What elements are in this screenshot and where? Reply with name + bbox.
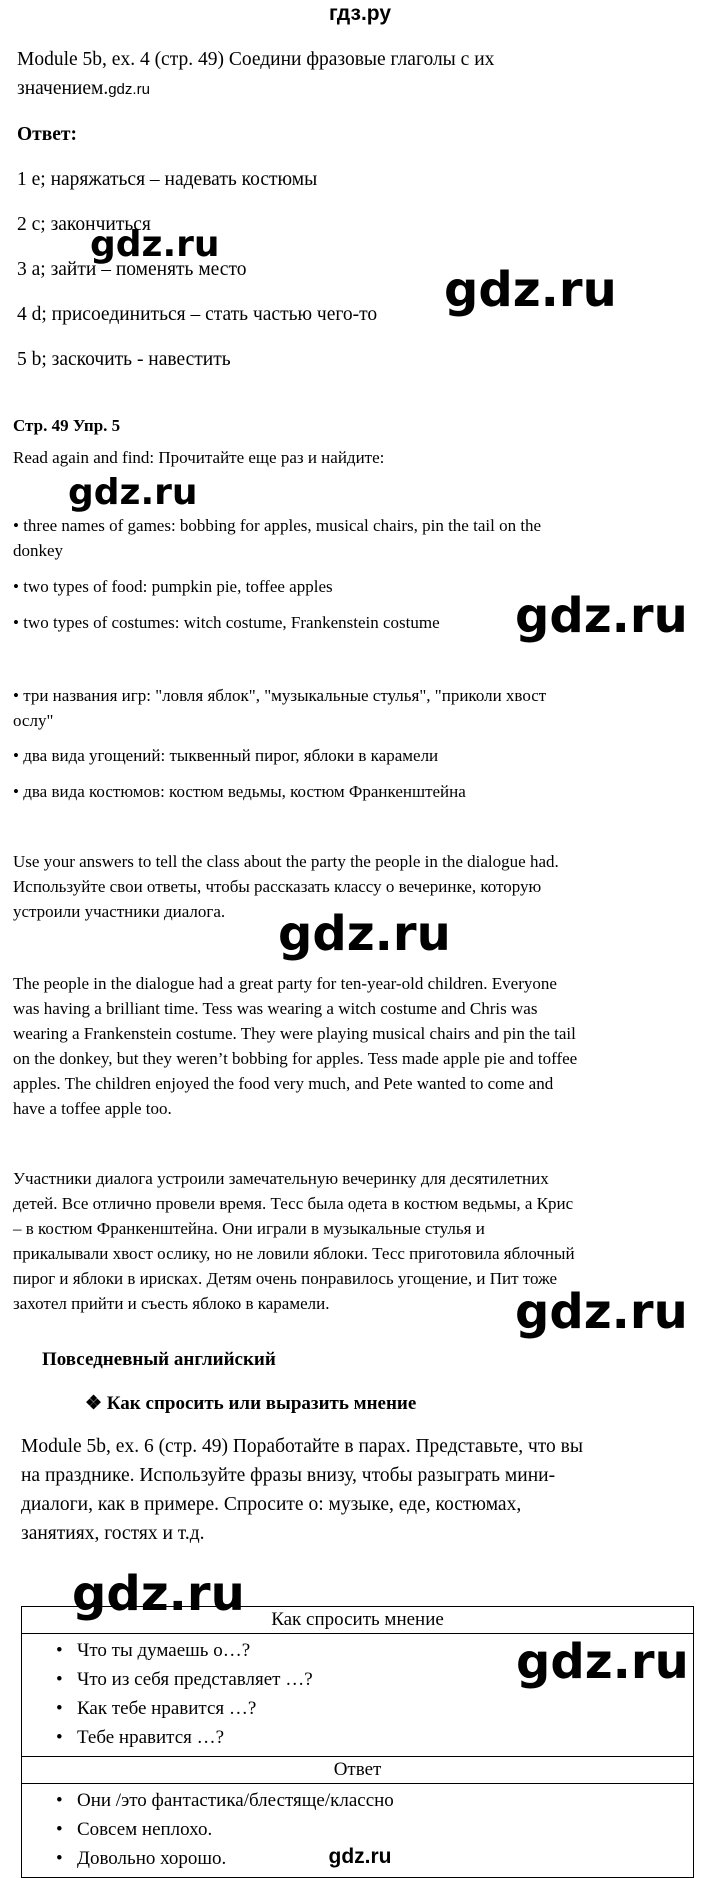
ru-item-games xyxy=(13,683,546,733)
watermark: gdz.ru xyxy=(72,1566,245,1622)
ask-header: Как спросить мнение xyxy=(22,1607,694,1634)
reply-item: • Они /это фантастика/блестяще/классно xyxy=(22,1786,693,1815)
watermark: gdz.ru xyxy=(444,262,617,318)
ru-item-costumes: • два вида костюмов: костюм ведьмы, костюм Франкенштейна xyxy=(13,782,466,801)
everyday-subheading: ❖ Как спросить или выразить мнение xyxy=(85,1393,417,1414)
answer-line-4: 4 d; присоединиться – стать частью чего-то xyxy=(17,304,378,325)
en-item-food: • two types of food: pumpkin pie, toffee apples xyxy=(13,577,333,596)
watermark: gdz.ru xyxy=(516,1634,689,1690)
en-item-games-line-1: • three names of games: bobbing for apples, musical chairs, pin the tail on the xyxy=(13,516,542,535)
reply-item: • Совсем неплохо. xyxy=(22,1815,693,1844)
ex5-heading: Стр. 49 Упр. 5 xyxy=(13,416,121,435)
ru-item-food: • два вида угощений: тыквенный пирог, яблоки в карамели xyxy=(13,746,439,765)
en-paragraph xyxy=(13,971,577,1121)
everyday-heading: Повседневный английский xyxy=(42,1349,276,1370)
watermark: gdz.ru xyxy=(90,224,220,265)
answer-line-5: 5 b; заскочить - навестить xyxy=(17,349,231,370)
ask-item: • Что ты думаешь о…? xyxy=(22,1636,693,1665)
ru-paragraph-line: детей. Все отлично провели время. Тесс была одета в костюм ведьмы, а Крис xyxy=(13,1194,574,1213)
en-item-costumes: • two types of costumes: witch costume, Frankenstein costume xyxy=(13,613,440,632)
en-paragraph-line: on the donkey, but they weren’t bobbing for apples. Tess made apple pie and toffee xyxy=(13,1049,578,1068)
ru-item-games-line-2: ослу" xyxy=(13,711,54,730)
ru-paragraph-line: пирог и яблоки в ирисках. Детям очень понравилось угощение, и Пит тоже xyxy=(13,1269,558,1288)
ru-paragraph xyxy=(13,1166,575,1316)
ru-item-games-line-1: • три названия игр: "ловля яблок", "музыкальные стулья", "приколи хвост xyxy=(13,686,547,705)
watermark: gdz.ru xyxy=(278,906,451,962)
intro-line-1: Module 5b, ex. 4 (стр. 49) Соедини фразовые глаголы с их xyxy=(17,49,495,70)
watermark: gdz.ru xyxy=(515,588,688,644)
site-footer[interactable]: gdz.ru xyxy=(328,1845,392,1868)
ask-item: • Как тебе нравится …? xyxy=(22,1694,693,1723)
use-task-line-3: устроили участники диалога. xyxy=(13,902,226,921)
ex5-instruction: Read again and find: Прочитайте еще раз и найдите: xyxy=(13,448,385,467)
watermark: gdz.ru xyxy=(68,472,198,513)
answer-line-3: 3 a; зайти – поменять место xyxy=(17,259,247,280)
ru-paragraph-line: прикалывали хвост ослику, но не ловили яблоки. Тесс приготовила яблочный xyxy=(13,1244,575,1263)
watermark: gdz.ru xyxy=(515,1284,688,1340)
everyday-task xyxy=(21,1432,583,1548)
reply-header: Ответ xyxy=(22,1757,694,1784)
en-paragraph-line: apples. The children enjoyed the food very much, and Pete wanted to come and xyxy=(13,1074,554,1093)
reply-item: • Довольно хорошо. xyxy=(22,1844,693,1873)
ru-paragraph-line: Участники диалога устроили замечательную вечеринку для десятилетних xyxy=(13,1169,549,1188)
ask-item: • Что из себя представляет …? xyxy=(22,1665,693,1694)
intro-line-2-text: значением. xyxy=(17,78,109,99)
en-paragraph-line: The people in the dialogue had a great party for ten-year-old children. Everyone xyxy=(13,974,557,993)
use-task-line-2: Используйте свои ответы, чтобы рассказать классу о вечеринке, которую xyxy=(13,877,542,896)
use-task-line-1: Use your answers to tell the class about the party the people in the dialogue had. xyxy=(13,852,559,871)
everyday-task-line: занятиях, гостях и т.д. xyxy=(21,1523,205,1544)
everyday-task-line: на празднике. Используйте фразы внизу, чтобы разыграть мини- xyxy=(21,1465,556,1486)
intro-line-2 xyxy=(17,74,494,104)
ask-item: • Тебе нравится …? xyxy=(22,1723,693,1752)
reply-list xyxy=(22,1786,693,1873)
watermark-inline: gdz.ru xyxy=(108,81,150,98)
intro-text xyxy=(17,45,494,104)
everyday-task-line: Module 5b, ex. 6 (стр. 49) Поработайте в парах. Представьте, что вы xyxy=(21,1436,583,1457)
ru-paragraph-line: захотел прийти и съесть яблоко в карамели. xyxy=(13,1294,330,1313)
answer-line-2: 2 c; закончиться xyxy=(17,214,151,235)
answer-line-1: 1 e; наряжаться – надевать костюмы xyxy=(17,169,318,190)
ru-paragraph-line: – в костюм Франкенштейна. Они играли в музыкальные стулья и xyxy=(13,1219,485,1238)
answer-heading: Ответ: xyxy=(17,124,78,145)
everyday-task-line: диалоги, как в примере. Спросите о: музыке, еде, костюмах, xyxy=(21,1494,522,1515)
site-header[interactable]: гдз.ру xyxy=(328,2,392,25)
en-item-games xyxy=(13,513,541,563)
en-paragraph-line: wearing a Frankenstein costume. They were playing musical chairs and pin the tail xyxy=(13,1024,576,1043)
en-paragraph-line: was having a brilliant time. Tess was wearing a witch costume and Chris was xyxy=(13,999,538,1018)
en-paragraph-line: have a toffee apple too. xyxy=(13,1099,172,1118)
en-item-games-line-2: donkey xyxy=(13,541,64,560)
reply-cell xyxy=(22,1784,694,1878)
